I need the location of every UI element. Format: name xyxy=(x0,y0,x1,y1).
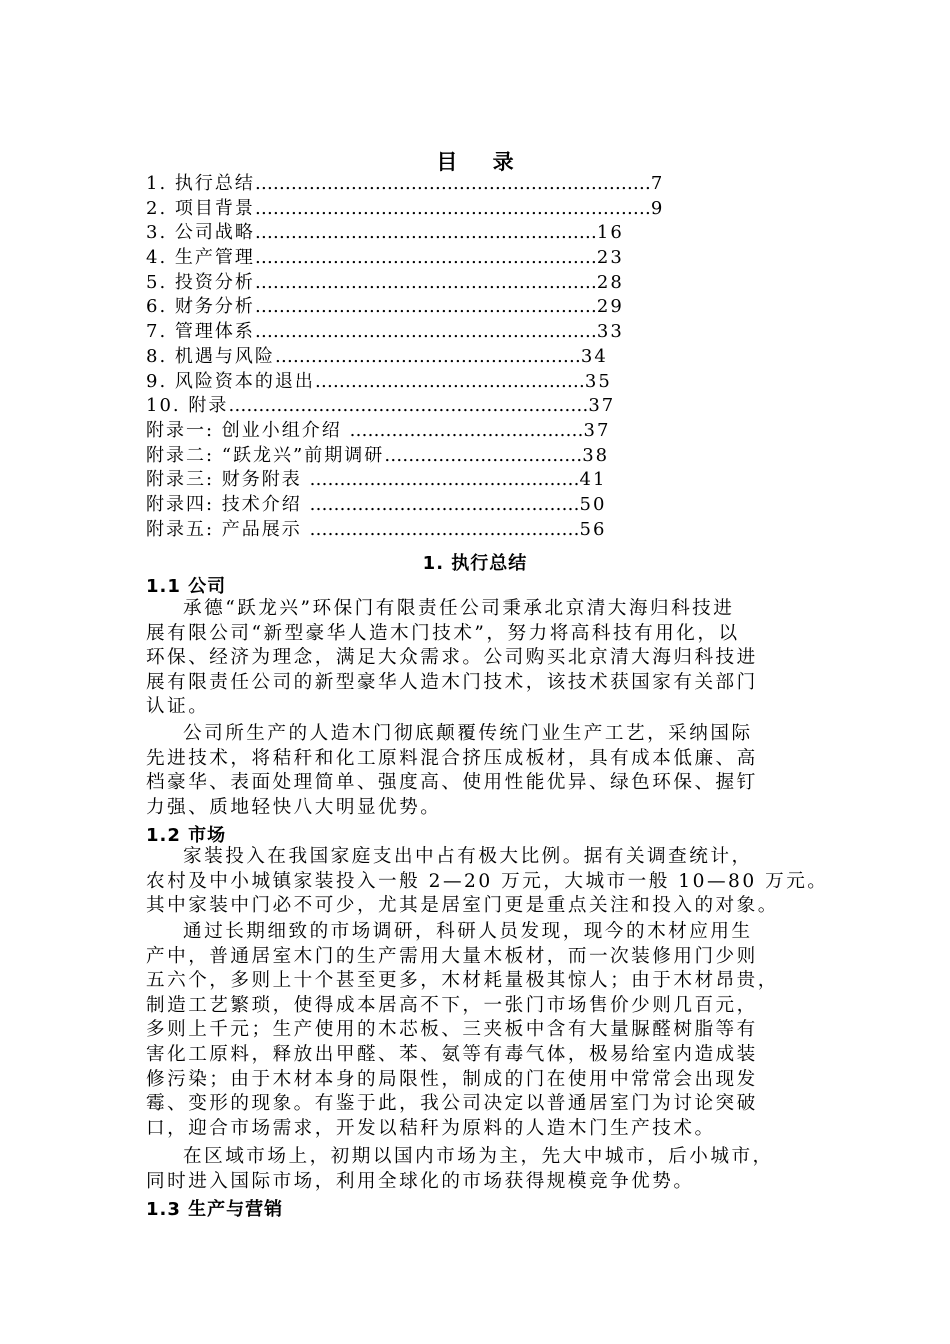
paragraph-line: 制造工艺繁琐，使得成本居高不下，一张门市场售价少则几百元， xyxy=(146,994,758,1016)
subsection-heading: 1.2 市场 xyxy=(146,825,227,846)
toc-entry-leader: ………………………………………………………… xyxy=(254,173,651,194)
toc-entry-page: 35 xyxy=(584,370,612,392)
toc-entry-leader: ………………………………………………… xyxy=(254,321,597,343)
toc-entry xyxy=(146,493,746,518)
toc-entry xyxy=(146,221,746,246)
toc-entry-label: 8. 机遇与风险 xyxy=(146,345,275,367)
toc-entry-label: 2. 项目背景 xyxy=(146,197,255,219)
subsection-heading: 1.1 公司 xyxy=(146,576,227,597)
toc-entry-label: 6. 财务分析 xyxy=(146,296,255,318)
paragraph-line: 家装投入在我国家庭支出中占有极大比例。据有关调查统计， xyxy=(183,846,753,867)
toc-entry-label: 附录二: “跃龙兴”前期调研 xyxy=(146,444,385,466)
toc-entry-page: 41 xyxy=(579,469,607,491)
paragraph-line: 力强、质地轻快八大明显优势。 xyxy=(146,796,442,818)
toc-entry-page: 29 xyxy=(596,296,624,318)
toc-entry-leader: ………………………………………………… xyxy=(254,222,597,244)
toc-entry xyxy=(146,370,746,395)
toc-entry-page: 34 xyxy=(580,345,608,367)
toc-entry-page: 37 xyxy=(583,419,611,441)
toc-entry xyxy=(146,246,746,271)
toc-title: 目 录 xyxy=(436,150,528,174)
toc-entry-page: 9 xyxy=(650,197,665,219)
toc-entry-leader: …………………………… xyxy=(384,444,583,466)
toc-entry-leader: ……………………………………… xyxy=(309,518,580,540)
toc-entry-leader: ………………………………………………… xyxy=(254,271,597,293)
paragraph-line: 档豪华、表面处理简单、强度高、使用性能优异、绿色环保、握钉 xyxy=(146,772,758,794)
paragraph-line: 害化工原料，释放出甲醛、苯、氨等有毒气体，极易给室内造成装 xyxy=(146,1043,758,1065)
toc-entry xyxy=(146,172,746,197)
subsection-heading: 1.3 生产与营销 xyxy=(146,1199,284,1220)
toc-entry-page: 37 xyxy=(588,395,616,417)
paragraph-line: 产中，普通居室木门的生产需用大量木板材，而一次装修用门少则 xyxy=(146,945,758,967)
paragraph-line: 霉、变形的现象。有鉴于此，我公司决定以普通居室门为讨论突破 xyxy=(146,1093,758,1115)
toc-entry-page: 23 xyxy=(596,247,624,269)
toc-entry xyxy=(146,468,746,493)
toc-entry-leader: ……………………………………… xyxy=(309,493,580,515)
toc-entry-page: 16 xyxy=(596,222,624,244)
paragraph-line: 口，迎合市场需求，开发以秸秆为原料的人造木门生产技术。 xyxy=(146,1117,716,1139)
toc-entry-label: 5. 投资分析 xyxy=(146,271,255,293)
paragraph-line: 同时进入国际市场，利用全球化的市场获得规模竞争优势。 xyxy=(146,1170,695,1192)
toc-entry xyxy=(146,271,746,296)
paragraph-line: 认证。 xyxy=(146,696,210,718)
paragraph-line: 公司所生产的人造木门彻底颠覆传统门业生产工艺，采纳国际 xyxy=(183,723,753,744)
toc-entry xyxy=(146,345,746,370)
toc-entry-page: 38 xyxy=(582,444,610,466)
paragraph xyxy=(146,597,826,720)
toc-entry-page: 56 xyxy=(579,518,607,540)
toc-entry-leader: ………………………………………………………… xyxy=(254,197,651,219)
paragraph-line: 承德“跃龙兴”环保门有限责任公司秉承北京清大海归科技进 xyxy=(183,598,735,619)
toc-entry-label: 附录五: 产品展示 xyxy=(146,518,310,540)
paragraph-line: 通过长期细致的市场调研，科研人员发现，现今的木材应用生 xyxy=(183,921,753,942)
section-title: 1. 执行总结 xyxy=(422,553,528,574)
paragraph-line: 农村及中小城镇家装投入一般 2—20 万元，大城市一般 10—80 万元。 xyxy=(146,870,829,892)
toc-entry-page: 7 xyxy=(650,173,665,194)
toc-entry-label: 附录四: 技术介绍 xyxy=(146,493,310,515)
toc-entry-leader: ………………………………………………… xyxy=(254,296,597,318)
paragraph xyxy=(146,1145,826,1194)
paragraph-line: 修污染；由于木材本身的局限性，制成的门在使用中常常会出现发 xyxy=(146,1068,758,1090)
toc-entry xyxy=(146,419,746,444)
toc-entry-leader: ………………………………… xyxy=(349,419,584,441)
toc-entry-leader: ……………………………………… xyxy=(309,469,580,491)
toc-entry-label: 7. 管理体系 xyxy=(146,321,255,343)
toc-entry-label: 附录三: 财务附表 xyxy=(146,469,310,491)
toc-entry xyxy=(146,444,746,469)
paragraph-line: 五六个，多则上十个甚至更多，木材耗量极其惊人；由于木材昂贵， xyxy=(146,970,779,992)
toc-entry-label: 9. 风险资本的退出 xyxy=(146,370,315,392)
paragraph-line: 环保、经济为理念，满足大众需求。公司购买北京清大海归科技进 xyxy=(146,647,758,669)
toc-entry-label: 4. 生产管理 xyxy=(146,247,255,269)
toc-entry-leader: …………………………………………………… xyxy=(228,395,589,417)
paragraph-line: 其中家装中门必不可少，尤其是居室门更是重点关注和投入的对象。 xyxy=(146,895,779,917)
toc-entry-page: 28 xyxy=(596,271,624,293)
paragraph-line: 在区域市场上，初期以国内市场为主，先大中城市，后小城市， xyxy=(183,1146,774,1167)
table-of-contents xyxy=(146,172,746,542)
paragraph xyxy=(146,845,829,919)
toc-entry xyxy=(146,197,746,222)
toc-entry xyxy=(146,394,746,419)
toc-entry xyxy=(146,518,746,543)
toc-entry-page: 33 xyxy=(596,321,624,343)
toc-entry-leader: ………………………………………………… xyxy=(254,247,597,269)
toc-entry-label: 1. 执行总结 xyxy=(146,173,255,194)
toc-entry-label: 3. 公司战略 xyxy=(146,222,255,244)
toc-entry xyxy=(146,295,746,320)
toc-entry-label: 附录一: 创业小组介绍 xyxy=(146,419,350,441)
toc-entry xyxy=(146,320,746,345)
paragraph-line: 多则上千元；生产使用的木芯板、三夹板中含有大量脲醛树脂等有 xyxy=(146,1019,758,1041)
paragraph-line: 先进技术，将秸秆和化工原料混合挤压成板材，具有成本低廉、高 xyxy=(146,747,758,769)
paragraph xyxy=(146,920,826,1141)
toc-entry-leader: ……………………………………… xyxy=(314,370,585,392)
toc-entry-leader: …………………………………………… xyxy=(274,345,581,367)
paragraph xyxy=(146,722,826,820)
paragraph-line: 展有限公司“新型豪华人造木门技术”，努力将高科技有用化，以 xyxy=(146,622,740,644)
toc-entry-page: 50 xyxy=(579,493,607,515)
toc-entry-label: 10. 附录 xyxy=(146,395,229,417)
paragraph-line: 展有限责任公司的新型豪华人造木门技术，该技术获国家有关部门 xyxy=(146,671,758,693)
